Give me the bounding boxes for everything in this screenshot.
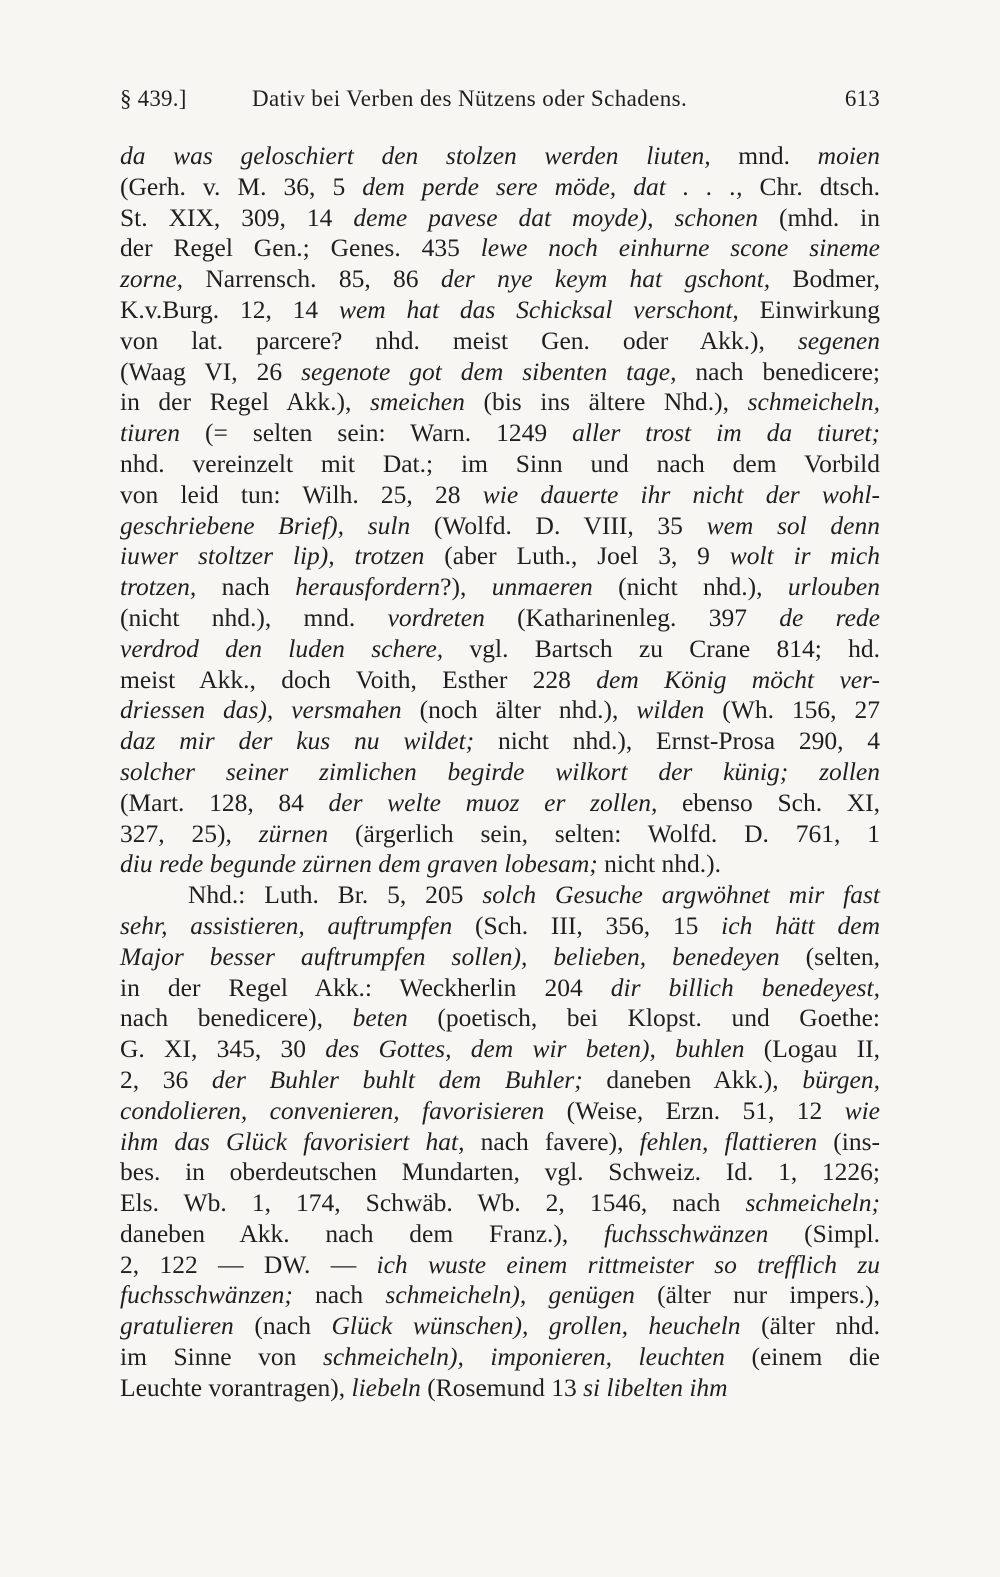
text-run: Bodmer, bbox=[770, 264, 880, 294]
italic-text: iuwer stoltzer lip), bbox=[120, 541, 335, 571]
text-run: (Rosemund 13 bbox=[420, 1372, 584, 1402]
text-run bbox=[653, 203, 674, 232]
italic-text: gratulieren bbox=[120, 1311, 234, 1341]
italic-text: bürgen, bbox=[802, 1064, 880, 1094]
text-run: 2, 36 bbox=[120, 1064, 212, 1094]
italic-text: fehlen, bbox=[639, 1126, 709, 1156]
text-run: (Simpl. bbox=[768, 1218, 880, 1248]
text-run: nach favere), bbox=[464, 1126, 640, 1156]
italic-text: dem perde sere möde, dat . . ., bbox=[362, 171, 743, 201]
italic-text: zorne, bbox=[120, 264, 184, 294]
italic-text: dir billich benedeyest, bbox=[610, 972, 881, 1002]
text-run: (= selten sein: Warn. 1249 bbox=[179, 418, 573, 448]
text-line bbox=[120, 541, 880, 572]
text-line bbox=[120, 203, 880, 234]
italic-text: beten bbox=[352, 1003, 408, 1033]
text-line bbox=[120, 1250, 880, 1281]
text-run: Nhd.: Luth. Br. 5, 205 bbox=[188, 880, 483, 910]
italic-text: zürnen bbox=[258, 818, 329, 848]
text-line bbox=[120, 449, 880, 480]
text-line bbox=[120, 1188, 880, 1219]
text-line bbox=[120, 418, 880, 449]
italic-text: schmeicheln, bbox=[747, 387, 881, 417]
text-line bbox=[120, 880, 880, 911]
text-line bbox=[120, 1065, 880, 1096]
italic-text: auftrumpfen bbox=[327, 910, 453, 940]
italic-text: schmeicheln), bbox=[385, 1280, 527, 1310]
text-run bbox=[612, 1342, 639, 1371]
text-line bbox=[120, 634, 880, 665]
text-run: Leuchte vorantragen), bbox=[120, 1372, 352, 1402]
text-run bbox=[628, 1311, 649, 1340]
italic-text: der Buhler buhlt dem Buhler; bbox=[211, 1064, 583, 1094]
text-line bbox=[120, 695, 880, 726]
italic-text: schonen bbox=[674, 202, 759, 232]
body-text bbox=[120, 141, 880, 1404]
text-run: nach bbox=[196, 572, 296, 602]
text-run: (Weise, Erzn. 51, 12 bbox=[544, 1095, 845, 1125]
text-run bbox=[526, 1280, 548, 1309]
text-line bbox=[120, 757, 880, 788]
italic-text: fuchsschwänzen; bbox=[120, 1280, 293, 1310]
italic-text: belieben, bbox=[553, 941, 647, 971]
italic-text: wie bbox=[844, 1095, 880, 1125]
italic-text: urlouben bbox=[787, 572, 880, 602]
text-line bbox=[120, 1096, 880, 1127]
page-number: 613 bbox=[844, 86, 880, 111]
text-run: (nach bbox=[233, 1311, 332, 1341]
italic-text: fuchsschwänzen bbox=[604, 1218, 769, 1248]
italic-text: dem König möcht ver- bbox=[596, 664, 880, 694]
text-run bbox=[656, 1034, 675, 1063]
text-run: von lat. parcere? nhd. meist Gen. oder Akk.), bbox=[120, 325, 798, 355]
text-line bbox=[120, 665, 880, 696]
text-line bbox=[120, 511, 880, 542]
italic-text: diu rede begunde zürnen dem graven lobesam; bbox=[120, 849, 598, 879]
text-line bbox=[120, 1157, 880, 1188]
text-run: (älter nur impers.), bbox=[634, 1280, 880, 1310]
text-line bbox=[120, 819, 880, 850]
text-run: nhd. vereinzelt mit Dat.; im Sinn und nach dem Vorbild bbox=[120, 448, 880, 478]
text-line bbox=[120, 1342, 880, 1373]
text-run: mnd. bbox=[710, 141, 818, 170]
text-run bbox=[247, 1096, 269, 1125]
text-line bbox=[120, 357, 880, 388]
italic-text: Glück wünschen), bbox=[331, 1311, 529, 1341]
text-run: (ins- bbox=[817, 1126, 880, 1156]
text-run: K.v.Burg. 12, 14 bbox=[120, 294, 339, 324]
text-run: (Sch. III, 356, 15 bbox=[452, 910, 722, 940]
text-line bbox=[120, 172, 880, 203]
text-run: daneben Akk. nach dem Franz.), bbox=[120, 1218, 605, 1248]
text-run: (Katharinenleg. 397 bbox=[484, 602, 780, 632]
italic-text: segenen bbox=[797, 325, 880, 355]
text-run: (Wh. 156, 27 bbox=[704, 695, 880, 725]
text-run: meist Akk., doch Voith, Esther 228 bbox=[120, 664, 597, 694]
text-line bbox=[120, 1373, 880, 1404]
text-line bbox=[120, 1311, 880, 1342]
italic-text: vordreten bbox=[387, 602, 485, 632]
italic-text: ihm das Glück favorisiert hat, bbox=[120, 1126, 465, 1156]
text-line bbox=[120, 911, 880, 942]
text-run bbox=[788, 757, 819, 786]
text-run bbox=[464, 1342, 491, 1371]
text-line bbox=[120, 1034, 880, 1065]
text-run: nach benedicere), bbox=[120, 1003, 353, 1033]
running-header bbox=[120, 86, 880, 122]
text-run bbox=[528, 1311, 549, 1340]
italic-text: genügen bbox=[548, 1280, 635, 1310]
italic-text: verdrod den luden schere, bbox=[120, 633, 444, 663]
italic-text: imponieren, bbox=[490, 1342, 612, 1372]
text-line bbox=[120, 788, 880, 819]
text-line bbox=[120, 1280, 880, 1311]
text-run bbox=[344, 511, 368, 540]
italic-text: favorisieren bbox=[422, 1095, 545, 1125]
text-run: (Waag VI, 26 bbox=[120, 356, 302, 386]
text-run bbox=[400, 1096, 422, 1125]
text-line bbox=[120, 572, 880, 603]
italic-text: suln bbox=[367, 510, 411, 540]
text-run: Els. Wb. 1, 174, Schwäb. Wb. 2, 1546, nach bbox=[120, 1188, 746, 1218]
italic-text: wem hat das Schicksal verschont, bbox=[338, 294, 739, 324]
italic-text: leuchten bbox=[638, 1342, 725, 1372]
text-run: in der Regel Akk.: Weckherlin 204 bbox=[120, 972, 611, 1002]
italic-text: zollen bbox=[819, 756, 880, 786]
italic-text: Major besser auftrumpfen sollen), bbox=[120, 941, 528, 971]
text-run bbox=[335, 541, 355, 570]
italic-text: geschriebene Brief), bbox=[120, 510, 345, 540]
text-run bbox=[305, 911, 328, 940]
text-run bbox=[708, 1127, 724, 1156]
italic-text: schmeicheln; bbox=[745, 1188, 880, 1218]
italic-text: heucheln bbox=[648, 1311, 741, 1341]
text-run: G. XI, 345, 30 bbox=[120, 1034, 326, 1064]
text-line bbox=[120, 942, 880, 973]
italic-text: si libelten ihm bbox=[583, 1372, 728, 1402]
italic-text: ich wuste einem rittmeister so trefflich zu bbox=[376, 1249, 880, 1279]
italic-text: schmeicheln), bbox=[322, 1342, 464, 1372]
italic-text: driessen das), bbox=[120, 695, 274, 725]
italic-text: da was geloschiert den stolzen werden liuten, bbox=[120, 141, 711, 170]
text-run: (poetisch, bei Klopst. und Goethe: bbox=[407, 1003, 880, 1033]
text-line bbox=[120, 233, 880, 264]
italic-text: grollen, bbox=[548, 1311, 628, 1341]
italic-text: herausfordern bbox=[295, 572, 441, 602]
text-line bbox=[120, 480, 880, 511]
text-run: (noch älter nhd.), bbox=[401, 695, 637, 725]
text-run: (nicht nhd.), mnd. bbox=[120, 602, 388, 632]
text-run: ebenso Sch. XI, bbox=[657, 787, 881, 817]
italic-text: daz mir der kus nu wildet; bbox=[120, 726, 475, 756]
text-line bbox=[120, 326, 880, 357]
text-run: St. XIX, 309, 14 bbox=[120, 202, 354, 232]
italic-text: flattieren bbox=[724, 1126, 818, 1156]
italic-text: des Gottes, dem wir beten), bbox=[325, 1034, 656, 1064]
text-run: Einwirkung bbox=[738, 294, 880, 324]
italic-text: sehr, bbox=[120, 910, 168, 940]
text-line bbox=[120, 141, 880, 172]
italic-text: trotzen, bbox=[120, 572, 197, 602]
italic-text: condolieren, bbox=[120, 1095, 248, 1125]
text-line bbox=[120, 726, 880, 757]
italic-text: wolt ir mich bbox=[729, 541, 880, 571]
text-run: (mhd. in bbox=[758, 202, 880, 232]
text-run: im Sinne von bbox=[120, 1342, 323, 1372]
italic-text: der nye keym hat gschont, bbox=[440, 264, 771, 294]
italic-text: de rede bbox=[779, 602, 880, 632]
text-run: 2, 122 — DW. — bbox=[120, 1249, 377, 1279]
italic-text: versmahen bbox=[291, 695, 402, 725]
italic-text: deme pavese dat moyde), bbox=[353, 202, 654, 232]
running-title: Dativ bei Verben des Nützens oder Schadens. bbox=[252, 86, 688, 111]
italic-text: solch Gesuche argwöhnet mir fast bbox=[482, 880, 880, 910]
text-run: 327, 25), bbox=[120, 818, 259, 848]
text-run: in der Regel Akk.), bbox=[120, 387, 370, 417]
italic-text: tiuren bbox=[120, 418, 180, 448]
text-run: (älter nhd. bbox=[740, 1311, 881, 1341]
italic-text: wilden bbox=[636, 695, 705, 725]
text-run: ?), bbox=[440, 572, 492, 602]
text-run: (Mart. 128, 84 bbox=[120, 787, 329, 817]
italic-text: lewe noch einhurne scone sineme bbox=[480, 233, 881, 263]
italic-text: trotzen bbox=[354, 541, 425, 571]
text-run: (Wolfd. D. VIII, 35 bbox=[410, 510, 707, 540]
text-run: vgl. Bartsch zu Crane 814; hd. bbox=[443, 633, 880, 663]
text-run: Chr. dtsch. bbox=[742, 171, 881, 201]
text-run: (aber Luth., Joel 3, 9 bbox=[424, 541, 730, 571]
text-run: von leid tun: Wilh. 25, 28 bbox=[120, 479, 483, 509]
text-line bbox=[120, 603, 880, 634]
italic-text: liebeln bbox=[351, 1372, 421, 1402]
italic-text: benedeyen bbox=[672, 941, 780, 971]
text-run: (einem die bbox=[724, 1342, 880, 1372]
italic-text: convenieren, bbox=[269, 1095, 400, 1125]
text-run: (Logau II, bbox=[744, 1034, 881, 1064]
italic-text: aller trost im da tiuret; bbox=[572, 418, 880, 448]
text-run bbox=[646, 942, 672, 971]
text-run: der Regel Gen.; Genes. 435 bbox=[120, 233, 481, 263]
italic-text: wie dauerte ihr nicht der wohl- bbox=[482, 479, 880, 509]
italic-text: moien bbox=[817, 141, 880, 170]
text-run: (Gerh. v. M. 36, 5 bbox=[120, 171, 363, 201]
text-run bbox=[273, 695, 291, 724]
text-line bbox=[120, 1003, 880, 1034]
italic-text: buhlen bbox=[675, 1034, 745, 1064]
text-run: (nicht nhd.), bbox=[592, 572, 788, 602]
italic-text: wem sol denn bbox=[706, 510, 880, 540]
text-line bbox=[120, 295, 880, 326]
text-run bbox=[167, 911, 190, 940]
text-line bbox=[120, 1127, 880, 1158]
text-line bbox=[120, 264, 880, 295]
text-run: (bis ins ältere Nhd.), bbox=[464, 387, 748, 417]
text-run: Narrensch. 85, 86 bbox=[183, 264, 441, 294]
text-run: nicht nhd.). bbox=[597, 849, 722, 879]
text-run: nicht nhd.), Ernst-Prosa 290, 4 bbox=[474, 726, 880, 756]
italic-text: assistieren, bbox=[190, 910, 305, 940]
text-run: (selten, bbox=[779, 941, 881, 971]
section-number: § 439.] bbox=[120, 86, 187, 111]
text-line bbox=[120, 849, 880, 880]
text-run: nach benedicere; bbox=[676, 356, 880, 386]
text-run: bes. in oberdeutschen Mundarten, vgl. Schweiz. Id. 1, 1226; bbox=[120, 1157, 880, 1187]
italic-text: segenote got dem sibenten tage, bbox=[301, 356, 677, 386]
italic-text: der welte muoz er zollen, bbox=[328, 787, 658, 817]
text-run: (ärgerlich sein, selten: Wolfd. D. 761, 1 bbox=[328, 818, 880, 848]
italic-text: smeichen bbox=[369, 387, 465, 417]
text-run: daneben Akk.), bbox=[582, 1064, 803, 1094]
text-line bbox=[120, 387, 880, 418]
text-line bbox=[120, 973, 880, 1004]
text-run: nach bbox=[292, 1280, 386, 1310]
text-line bbox=[120, 1219, 880, 1250]
text-run bbox=[527, 942, 553, 971]
italic-text: unmaeren bbox=[491, 572, 593, 602]
italic-text: solcher seiner zimlichen begirde wilkort der künig; bbox=[120, 756, 789, 786]
italic-text: ich hätt dem bbox=[721, 910, 881, 940]
